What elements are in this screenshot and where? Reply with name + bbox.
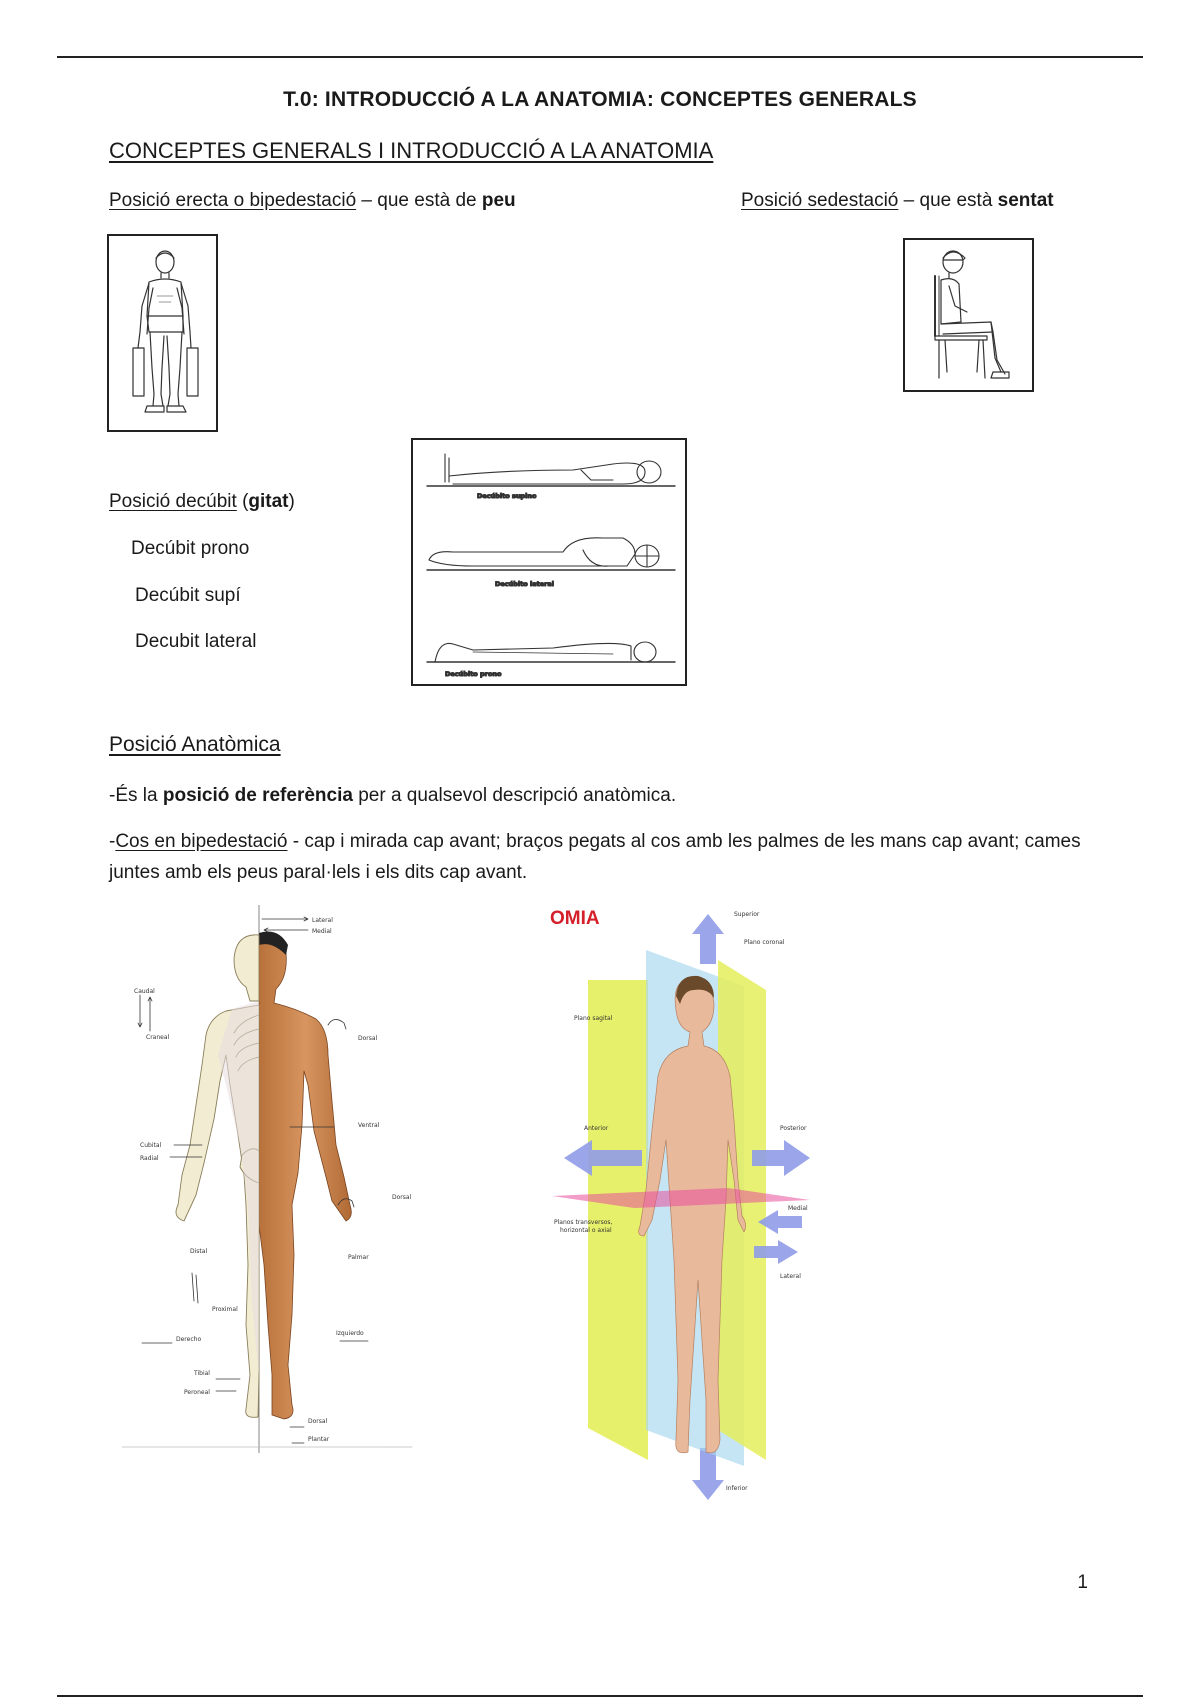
label-derecho: Derecho <box>176 1336 202 1343</box>
seated-figure-frame <box>903 238 1034 392</box>
prone-figure <box>427 642 675 662</box>
caption-prone: Decúbito prono <box>445 670 502 678</box>
page-title: T.0: INTRODUCCIÓ A LA ANATOMIA: CONCEPTES GENERALS <box>283 88 917 111</box>
label-superior: Superior <box>734 911 760 918</box>
decubit-item-prono: Decúbit prono <box>131 538 250 559</box>
bottom-rule <box>57 1695 1143 1697</box>
erect-position-label: Posició erecta o bipedestació <box>109 190 357 211</box>
anatomical-paragraph-2 <box>109 826 1109 888</box>
label-izquierdo: Izquierdo <box>336 1330 364 1337</box>
decubit-open: ( <box>236 491 249 512</box>
label-cubital: Cubital <box>140 1142 162 1149</box>
label-transverse-2: horizontal o axial <box>560 1227 612 1234</box>
decubit-figure-illustration <box>413 440 685 684</box>
caption-supine: Decúbito supino <box>477 492 537 500</box>
label-posterior: Posterior <box>780 1125 807 1132</box>
label-ventral: Ventral <box>358 1122 380 1129</box>
label-distal: Distal <box>190 1248 208 1255</box>
label-inferior: Inferior <box>726 1485 748 1492</box>
label-lateral-plane: Lateral <box>780 1273 801 1280</box>
anatomical-directions-figure <box>122 905 422 1453</box>
label-palmar: Palmar <box>348 1254 369 1261</box>
supine-figure <box>427 454 675 486</box>
label-proximal: Proximal <box>212 1306 238 1313</box>
top-rule <box>57 56 1143 58</box>
label-sagital: Plano sagital <box>574 1015 613 1022</box>
anatomical-paragraph-1 <box>109 780 1109 811</box>
standing-figure-illustration <box>109 236 216 430</box>
seated-position-bold: sentat <box>997 190 1054 211</box>
label-lateral: Lateral <box>312 917 333 924</box>
lateral-figure <box>427 538 675 570</box>
label-medial-plane: Medial <box>788 1205 808 1212</box>
anatomical-planes-figure <box>548 900 830 1505</box>
p1-pre: -És la <box>109 785 163 806</box>
caption-lateral: Decúbito lateral <box>495 580 554 588</box>
decubit-position-label: Posició decúbit <box>109 491 237 512</box>
decubit-item-supi: Decúbit supí <box>135 585 241 606</box>
seated-position-label: Posició sedestació <box>741 190 899 211</box>
p2-pre: - <box>109 831 116 852</box>
seated-position-line <box>741 190 1054 212</box>
label-anterior: Anterior <box>584 1125 609 1132</box>
erect-position-sep: – que està de <box>356 190 482 211</box>
section-heading: CONCEPTES GENERALS I INTRODUCCIÓ A LA ANATOMIA <box>109 138 714 163</box>
standing-figure-frame <box>107 234 218 432</box>
p1-post: per a qualsevol descripció anatòmica. <box>352 785 677 806</box>
erect-position-bold: peu <box>481 190 516 211</box>
decubit-close: ) <box>288 491 295 512</box>
label-dorsal-hand: Dorsal <box>392 1194 412 1201</box>
anatomical-heading: Posició Anatòmica <box>109 733 281 756</box>
label-peroneal: Peroneal <box>184 1389 210 1396</box>
seated-position-sep: – que està <box>898 190 998 211</box>
label-craneal: Craneal <box>146 1034 170 1041</box>
label-plantar: Plantar <box>308 1436 330 1443</box>
label-coronal: Plano coronal <box>744 939 785 946</box>
label-medial: Medial <box>312 928 332 935</box>
decubit-figure-frame <box>411 438 687 686</box>
label-dorsal-foot: Dorsal <box>308 1418 328 1425</box>
label-radial: Radial <box>140 1155 159 1162</box>
p2-post: - cap i mirada cap avant; braços pegats al cos amb les palmes de les mans cap avant; cames juntes amb els peus paral·lels i els dits cap avant. <box>109 831 1081 883</box>
erect-position-line <box>109 190 516 212</box>
label-tibial: Tibial <box>194 1370 210 1377</box>
decubit-position-line <box>109 491 295 513</box>
label-caudal: Caudal <box>134 988 155 995</box>
brand-fragment: OMIA <box>550 908 600 929</box>
seated-figure-illustration <box>905 240 1032 390</box>
p1-bold: posició de referència <box>162 785 353 806</box>
label-dorsal: Dorsal <box>358 1035 378 1042</box>
decubit-item-lateral: Decubit lateral <box>135 631 257 652</box>
p2-underlined: Cos en bipedestació <box>115 831 288 852</box>
page-number: 1 <box>1077 1572 1088 1593</box>
skin-half <box>259 934 351 1419</box>
decubit-bold: gitat <box>248 491 289 512</box>
label-transverse-1: Planos transversos, <box>554 1219 613 1226</box>
